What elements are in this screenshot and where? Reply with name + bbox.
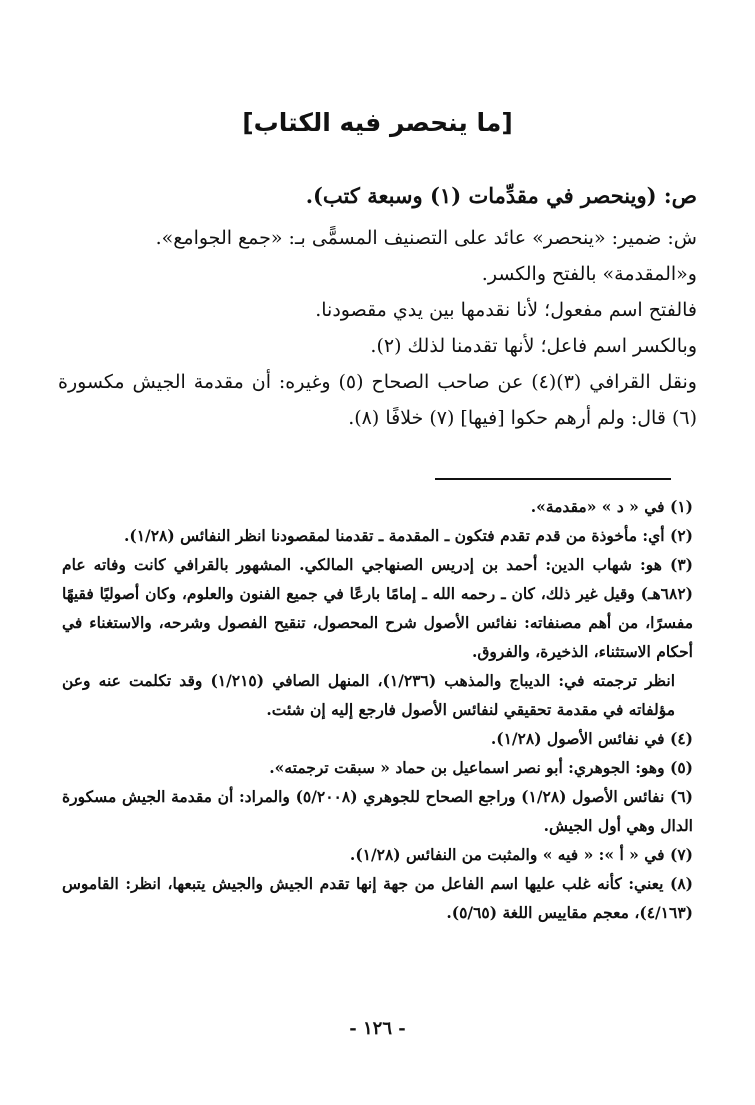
footnote: (١) في « د » «مقدمة».: [530, 497, 693, 516]
sharh-line: و«المقدمة» بالفتح والكسر.: [481, 263, 697, 285]
section-heading: [ما ينحصر فيه الكتاب]: [242, 108, 513, 137]
sharh-line: فالفتح اسم مفعول؛ لأنا نقدمها بين يدي مقصودنا.: [315, 299, 697, 321]
footnote: (٧) في « أ »: « فيه » والمثبت من النفائس (١/٢٨).: [349, 845, 693, 864]
sharh-line: ش: ضمير: «ينحصر» عائد على التصنيف المسمًّى بـ: «جمع الجوامع».: [155, 227, 697, 249]
footnotes: [62, 492, 693, 927]
footnote: (٨) يعني: كأنه غلب عليها اسم الفاعل من جهة إنها تقدم الجيش والجيش يتبعها، انظر: القاموس (٤/١٦٣)، معجم مقاييس اللغة (٥/٦٥).: [62, 874, 693, 922]
footnote: (٢) أي: مأخوذة من قدم تقدم فتكون ـ المقدمة ـ تقدمنا لمقصودنا انظر النفائس (١/٢٨).: [123, 526, 693, 545]
sharh-line: ونقل القرافي (٣)(٤) عن صاحب الصحاح (٥) وغيره: أن مقدمة الجيش مكسورة (٦) قال: ولم أرهم حكوا [فيها] (٧) خلافًا (٨).: [58, 371, 697, 429]
footnote-divider: [435, 478, 671, 480]
footnote: (٤) في نفائس الأصول (١/٢٨).: [490, 729, 693, 748]
footnote-continuation: انظر ترجمته في: الديباج والمذهب (١/٢٣٦)، المنهل الصافي (١/٢١٥) وقد تكلمت عنه وعن مؤلفاته في مقدمة تحقيقي لنفائس الأصول فارجع إليه إن شئت.: [62, 671, 675, 719]
page-number: - ١٢٦ -: [349, 1018, 406, 1039]
footnote: (٦) نفائس الأصول (١/٢٨) وراجع الصحاح للجوهري (٥/٢٠٠٨) والمراد: أن مقدمة الجيش مسكورة الدال وهي أول الجيش.: [62, 787, 693, 835]
footnote: (٥) وهو: الجوهري: أبو نصر اسماعيل بن حماد « سبقت ترجمته».: [269, 758, 693, 777]
matn-line: ص: (وينحصر في مقدِّمات (١) وسبعة كتب).: [305, 183, 697, 208]
main-text: [58, 178, 697, 436]
footnote: (٣) هو: شهاب الدين: أحمد بن إدريس الصنهاجي المالكي. المشهور بالقرافي كانت وفاته عام (٦٨٢هـ) وقيل غير ذلك، كان ـ رحمه الله ـ إمامًا بارعًا في جميع الفنون والعلوم، وكان أصوليًا فقيهًا مفسرًا، من أهم مصنفاته: نفائس الأصول شرح المحصول، تنقيح الفصول وشرحه، والاستغناء في أحكام الاستثناء، الذخيرة، والفروق.: [62, 555, 693, 661]
sharh-line: وبالكسر اسم فاعل؛ لأنها تقدمنا لذلك (٢).: [370, 335, 697, 357]
